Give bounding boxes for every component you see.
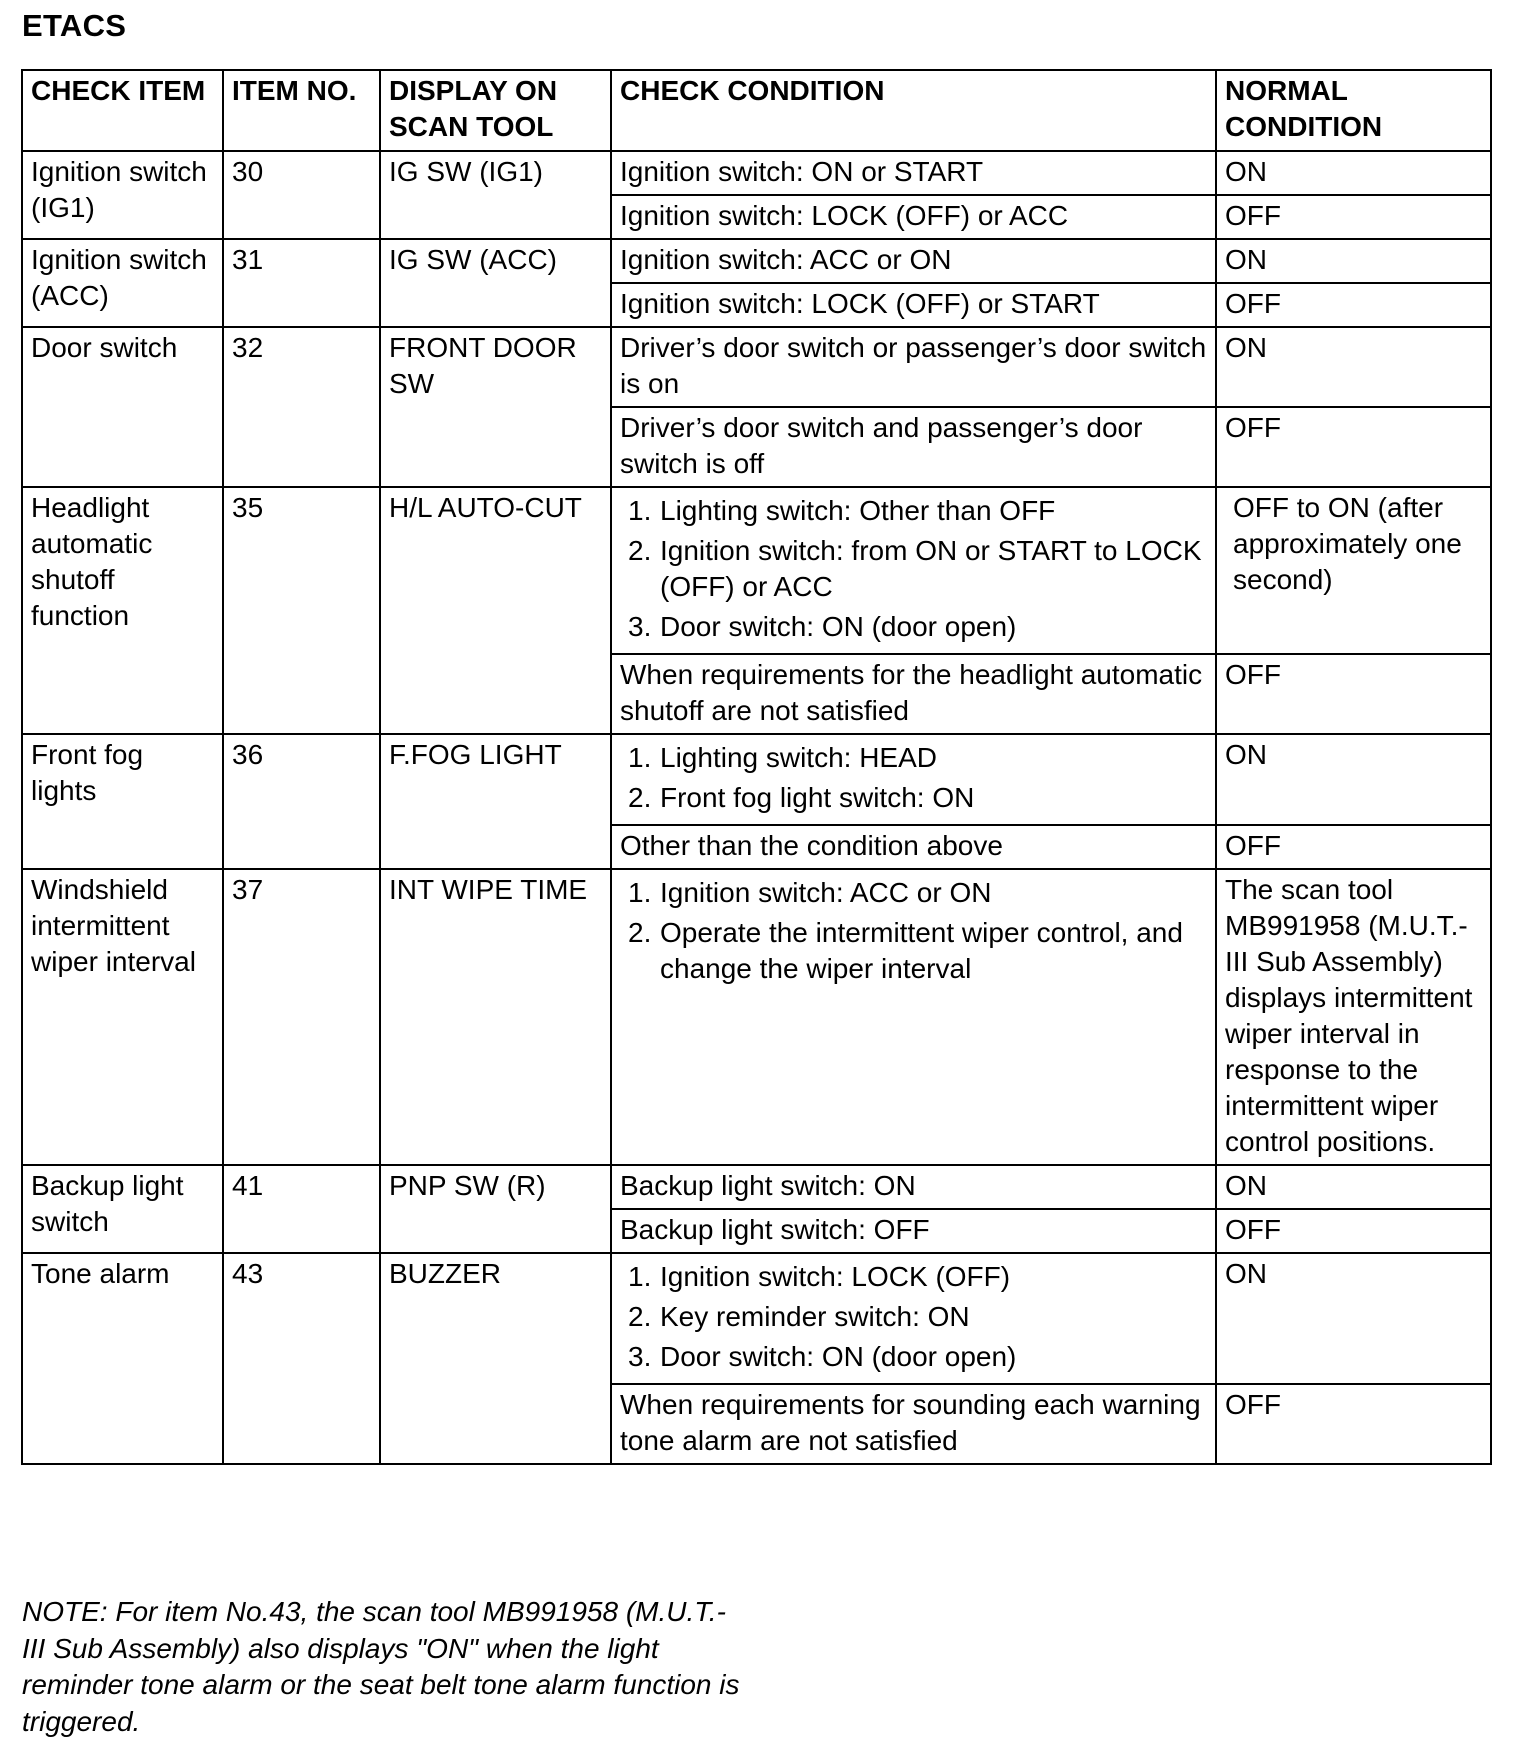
step-text: Door switch: ON (door open) [660,611,1017,642]
check-condition-cell [611,869,1216,1165]
table-body [22,151,1491,1464]
table-row [22,239,1491,283]
check-condition-cell [611,487,1216,654]
header-normal-condition: NORMAL CONDITION [1216,70,1491,151]
normal-condition-cell: OFF [1216,654,1491,734]
table-row [22,1165,1491,1209]
note-text: NOTE: For item No.43, the scan tool MB991958 (M.U.T.-III Sub Assembly) also displays "ON" when the light reminder tone alarm or the seat belt tone alarm function is triggered. [22,1596,740,1737]
condition-step [620,875,1208,911]
condition-steps-list [620,493,1208,645]
check-condition-cell: Ignition switch: ON or START [611,151,1216,195]
condition-steps-list [620,740,1208,816]
item-no-cell: 41 [223,1165,380,1253]
display-cell: PNP SW (R) [380,1165,611,1253]
check-condition-cell: When requirements for sounding each warning tone alarm are not satisfied [611,1384,1216,1464]
step-text: Ignition switch: ACC or ON [660,877,992,908]
normal-condition-cell: OFF [1216,195,1491,239]
step-number: 1. [628,495,652,526]
header-check-item: CHECK ITEM [22,70,223,151]
step-number: 2. [628,1301,652,1332]
item-no-cell: 32 [223,327,380,487]
normal-condition-cell: ON [1216,1165,1491,1209]
header-row [22,70,1491,151]
step-number: 3. [628,1341,652,1372]
display-cell: IG SW (IG1) [380,151,611,239]
condition-step [620,740,1208,776]
table-row [22,1253,1491,1384]
normal-condition-cell: OFF [1216,1384,1491,1464]
condition-step [620,533,1208,605]
step-number: 2. [628,782,652,813]
step-number: 1. [628,877,652,908]
check-condition-cell: Backup light switch: OFF [611,1209,1216,1253]
normal-condition-cell: OFF [1216,283,1491,327]
check-condition-cell: Driver’s door switch or passenger’s door switch is on [611,327,1216,407]
item-no-cell: 31 [223,239,380,327]
condition-step [620,1299,1208,1335]
table-row [22,151,1491,195]
display-cell: F.FOG LIGHT [380,734,611,869]
check-condition-cell: Other than the condition above [611,825,1216,869]
condition-step [620,1259,1208,1295]
normal-condition-cell: ON [1216,1253,1491,1384]
step-text: Ignition switch: from ON or START to LOCK (OFF) or ACC [660,535,1202,602]
check-item-cell: Backup light switch [22,1165,223,1253]
step-number: 1. [628,1261,652,1292]
check-condition-cell: Ignition switch: ACC or ON [611,239,1216,283]
normal-condition-cell: OFF [1216,407,1491,487]
check-item-cell: Ignition switch (IG1) [22,151,223,239]
step-text: Door switch: ON (door open) [660,1341,1017,1372]
check-item-cell: Tone alarm [22,1253,223,1464]
step-number: 3. [628,611,652,642]
table-row [22,487,1491,654]
check-condition-cell: Ignition switch: LOCK (OFF) or ACC [611,195,1216,239]
check-item-cell: Front fog lights [22,734,223,869]
normal-condition-cell: ON [1216,151,1491,195]
check-condition-cell [611,734,1216,825]
normal-condition-cell: ON [1216,734,1491,825]
display-cell: BUZZER [380,1253,611,1464]
check-condition-cell: When requirements for the headlight automatic shutoff are not satisfied [611,654,1216,734]
step-number: 2. [628,917,652,948]
normal-condition-cell: The scan tool MB991958 (M.U.T.-III Sub Assembly) displays intermittent wiper interval in response to the intermittent wiper control positions. [1216,869,1491,1165]
condition-steps-list [620,875,1208,987]
step-text: Key reminder switch: ON [660,1301,970,1332]
page-title: ETACS [22,8,127,43]
normal-condition-cell: ON [1216,327,1491,407]
item-no-cell: 30 [223,151,380,239]
check-condition-cell [611,1253,1216,1384]
normal-condition-cell: OFF [1216,825,1491,869]
header-check-condition: CHECK CONDITION [611,70,1216,151]
normal-condition-cell: OFF [1216,1209,1491,1253]
item-no-cell: 35 [223,487,380,734]
item-no-cell: 37 [223,869,380,1165]
display-cell: H/L AUTO-CUT [380,487,611,734]
table-row [22,734,1491,825]
item-no-cell: 36 [223,734,380,869]
condition-step [620,609,1208,645]
condition-step [620,493,1208,529]
table-row [22,869,1491,1165]
header-display-on-scan-tool: DISPLAY ON SCAN TOOL [380,70,611,151]
etacs-table [21,69,1492,1465]
step-text: Lighting switch: Other than OFF [660,495,1056,526]
normal-condition-cell: OFF to ON (after approximately one second) [1216,487,1491,654]
display-cell: IG SW (ACC) [380,239,611,327]
condition-step [620,915,1208,987]
check-condition-cell: Backup light switch: ON [611,1165,1216,1209]
item-no-cell: 43 [223,1253,380,1464]
condition-step [620,1339,1208,1375]
step-text: Lighting switch: HEAD [660,742,938,773]
step-text: Ignition switch: LOCK (OFF) [660,1261,1011,1292]
display-cell: INT WIPE TIME [380,869,611,1165]
step-text: Operate the intermittent wiper control, and change the wiper interval [660,917,1183,984]
normal-condition-cell: ON [1216,239,1491,283]
step-number: 2. [628,535,652,566]
check-item-cell: Headlight automatic shutoff function [22,487,223,734]
condition-steps-list [620,1259,1208,1375]
check-item-cell: Door switch [22,327,223,487]
check-item-cell: Windshield intermittent wiper interval [22,869,223,1165]
condition-step [620,780,1208,816]
header-item-no: ITEM NO. [223,70,380,151]
check-condition-cell: Driver’s door switch and passenger’s door switch is off [611,407,1216,487]
table-row [22,327,1491,407]
display-cell: FRONT DOOR SW [380,327,611,487]
step-number: 1. [628,742,652,773]
step-text: Front fog light switch: ON [660,782,975,813]
check-item-cell: Ignition switch (ACC) [22,239,223,327]
check-condition-cell: Ignition switch: LOCK (OFF) or START [611,283,1216,327]
